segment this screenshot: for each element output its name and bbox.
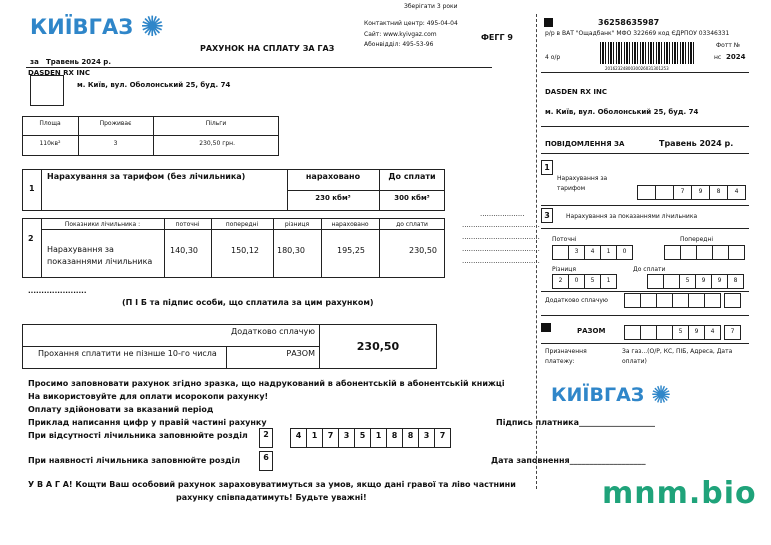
form-code: ФЕГГ 9 <box>481 33 513 42</box>
warning-2: рахунку співпадатимуть! Будьте уважні! <box>176 493 367 502</box>
stub-form-number: 2024 <box>726 53 746 61</box>
stub-rule <box>541 291 749 292</box>
digit-cell <box>656 293 673 308</box>
warning-1: У В А Г А! Кощти Ваш особовий рахунок зараховуватимуться за умов, якщо дані гравої та ліво частнини <box>28 480 516 489</box>
digit-cell <box>688 293 705 308</box>
payer-signature: Підпись платника___________________ <box>496 418 655 427</box>
notice-label: ПОВІДОМЛЕННЯ ЗА <box>545 140 625 148</box>
sample-digit: 8 <box>386 428 403 448</box>
stub-rule <box>541 153 749 154</box>
digit-cell: 9 <box>695 274 712 289</box>
digit-cell <box>640 293 657 308</box>
header-rule <box>26 67 492 68</box>
stub-rule <box>541 126 749 127</box>
period: Травень 2024 р. <box>46 58 111 66</box>
digit-cell: 9 <box>688 325 705 340</box>
meter-row-number: 2 <box>28 234 34 243</box>
total-label: РАЗОМ <box>286 349 315 358</box>
section-b-box: 6 <box>259 451 273 471</box>
meter-header-due: до сплати <box>396 221 428 228</box>
total-amount: 230,50 <box>356 340 400 353</box>
period-for-label: за <box>30 58 39 66</box>
stub-previous-digits <box>664 245 746 260</box>
stub-extra-label: Додатково сплачую <box>545 297 608 304</box>
meter-dots-2: ................................... <box>462 233 540 241</box>
meter-header-charged: нараховано <box>331 221 369 228</box>
stub-form-prefix: нс <box>714 54 722 61</box>
digit-cell: 5 <box>672 325 689 340</box>
site: Сайт: www.kyivgaz.com <box>364 31 437 38</box>
digit-cell: 2 <box>552 274 569 289</box>
meter-due: 230,50 <box>409 246 437 255</box>
stub-rule <box>541 205 749 206</box>
kyivgaz-logo <box>30 10 164 43</box>
stub-total-digits <box>624 325 744 340</box>
keep-note: Зберігати 3 роки <box>404 3 458 10</box>
digit-cell: 7 <box>673 185 692 200</box>
digit-cell: 4 <box>584 245 601 260</box>
stub-section-3-label: Нарахування за показаннями лічильника <box>566 213 698 220</box>
digit-cell: 9 <box>711 274 728 289</box>
stub-logo <box>551 381 671 409</box>
summary-divider <box>22 135 279 136</box>
brand-name: КИЇВГАЗ <box>30 15 134 39</box>
notice-period: Травень 2024 р. <box>659 139 734 148</box>
digit-cell <box>664 245 681 260</box>
stub-section-1-label: Нарахування за тарифом <box>557 175 608 192</box>
stub-rule <box>541 315 749 316</box>
tariff-charged: 230 кбм³ <box>315 194 351 202</box>
sample-digit: 3 <box>338 428 355 448</box>
meter-header-label: Показники лічильника : <box>64 221 141 228</box>
meter-current: 140,30 <box>170 246 198 255</box>
digit-cell <box>647 274 664 289</box>
summary-benefits: 230,50 грн. <box>199 140 235 147</box>
stub-rule <box>541 228 749 229</box>
summary-header-area: Площа <box>39 120 61 127</box>
summary-residents: 3 <box>113 140 118 147</box>
stub-extra-digits <box>624 293 744 308</box>
digit-cell: 0 <box>568 274 585 289</box>
sample-digit: 7 <box>434 428 451 448</box>
stub-account: 36258635987 <box>598 18 660 27</box>
sample-digit: 4 <box>290 428 307 448</box>
customer-name: DASDEN RX INC <box>28 69 90 77</box>
digit-cell <box>680 245 697 260</box>
instruction-6: При наявності лічильника заповнюйте розділ <box>28 456 241 465</box>
stub-section-3: 3 <box>541 208 553 223</box>
snowflake-icon: ✺ <box>140 10 164 43</box>
stub-due-digits <box>647 274 749 289</box>
digit-cell <box>624 325 641 340</box>
tariff-dots: .................... <box>480 210 525 218</box>
barcode-digits: 2016232480030026031301253 <box>605 66 669 71</box>
tariff-due-header: До сплати <box>388 172 436 181</box>
summary-header-benefits: Пільги <box>205 120 227 127</box>
stub-due-label: До сплати <box>633 266 666 273</box>
stub-purpose: За газ...(О/Р, КС, ПІБ, Адреса, Дата оплати) <box>622 348 733 365</box>
digit-cell <box>724 293 741 308</box>
sample-digit: 8 <box>402 428 419 448</box>
photo-box <box>30 75 64 106</box>
tariff-label: Нарахування за тарифом (без лічильника) <box>47 172 246 181</box>
instruction-3: Оплату здійоновати за вказаний період <box>28 405 214 414</box>
digit-cell: 5 <box>584 274 601 289</box>
digit-cell: 4 <box>704 325 721 340</box>
extra-paid-label: Додатково сплачую <box>231 327 315 336</box>
contact-center: Контактний центр: 495-04-04 <box>364 20 458 27</box>
customer-address: м. Київ, вул. Оболонський 25, буд. 74 <box>77 81 231 89</box>
sample-digit: 1 <box>306 428 323 448</box>
sample-digit: 3 <box>418 428 435 448</box>
stub-current-digits <box>552 245 630 260</box>
stub-tariff-digits <box>637 185 745 200</box>
fill-date: Дата заповнення___________________ <box>491 456 646 465</box>
digit-cell <box>704 293 721 308</box>
summary-area: 110кв² <box>39 140 61 147</box>
instruction-4: Приклад написання цифр у правій частині рахунку <box>28 418 267 427</box>
section-a-box: 2 <box>259 428 273 448</box>
digit-cell <box>672 293 689 308</box>
page-title: РАХУНОК НА СПЛАТУ ЗА ГАЗ <box>200 44 335 53</box>
meter-charged: 195,25 <box>337 246 365 255</box>
digit-cell: 8 <box>709 185 728 200</box>
meter-dots-1: ................................... <box>462 221 540 229</box>
tariff-row-divider <box>287 190 445 191</box>
digit-cell: 1 <box>600 274 617 289</box>
digit-cell <box>655 185 674 200</box>
digit-cell: 0 <box>616 245 633 260</box>
meter-header-diff: різниця <box>284 221 310 228</box>
instruction-5: При відсутності лічильника заповнюйте розділ <box>28 431 248 440</box>
payment-row-divider <box>22 346 319 347</box>
meter-header-previous: попередні <box>225 221 259 228</box>
snowflake-icon: ✺ <box>650 381 672 409</box>
digit-cell: 3 <box>568 245 585 260</box>
signature-dots: ...................... <box>28 287 87 295</box>
digit-cell <box>696 245 713 260</box>
meter-header-current: поточні <box>175 221 200 228</box>
stub-total-label: РАЗОМ <box>577 327 606 335</box>
meter-dots-3: ................................... <box>462 245 540 253</box>
tariff-due: 300 кбм³ <box>394 194 430 202</box>
digit-cell <box>640 325 657 340</box>
subscriber-dept: Абонвідділ: 495-53-96 <box>364 41 434 48</box>
barcode <box>600 42 695 64</box>
sample-digits <box>290 428 454 448</box>
stub-marker <box>544 18 553 27</box>
digit-cell <box>728 245 745 260</box>
stub-rule <box>541 72 749 73</box>
digit-cell <box>656 325 673 340</box>
meter-diff: 180,30 <box>277 246 305 255</box>
digit-cell: 1 <box>600 245 617 260</box>
meter-previous: 150,12 <box>231 246 259 255</box>
stub-previous-label: Попередні <box>680 236 714 243</box>
tariff-charged-header: нараховано <box>305 172 361 181</box>
instruction-1: Просимо заповновати рахунок згідно зразка, що надрукований в абонентській в абонентській книжці <box>28 379 505 388</box>
stub-bank-line: р/р в ВАТ "Ощадбанк" МФО 322669 код ЄДРПОУ 03346331 <box>545 30 730 37</box>
stub-form-label: Фотт № <box>716 42 740 49</box>
digit-cell <box>663 274 680 289</box>
digit-cell: 7 <box>724 325 741 340</box>
digit-cell: 9 <box>691 185 710 200</box>
stub-diff-label: Різниця <box>552 266 576 273</box>
meter-label: Нарахування за показаннями лічильника <box>47 245 153 266</box>
sample-digit: 5 <box>354 428 371 448</box>
stub-address: м. Київ, вул. Оболонський 25, буд. 74 <box>545 108 699 116</box>
tariff-row-number: 1 <box>29 184 35 193</box>
instruction-2: На використовуйте для оплати исорокопи рахунку! <box>28 392 269 401</box>
sample-digit: 1 <box>370 428 387 448</box>
stub-section-1: 1 <box>541 160 553 175</box>
sample-digit: 7 <box>322 428 339 448</box>
meter-row-divider <box>41 229 445 230</box>
digit-cell <box>624 293 641 308</box>
digit-cell: 4 <box>727 185 746 200</box>
digit-cell: 8 <box>727 274 744 289</box>
stub-customer: DASDEN RX INC <box>545 88 607 96</box>
watermark: mnm.bio <box>602 476 757 511</box>
signature-label: (П І Б та підпис особи, що сплатила за цим рахунком) <box>122 298 374 307</box>
summary-header-residents: Проживає <box>99 120 132 127</box>
stub-brand-name: КИЇВГАЗ <box>551 384 645 406</box>
deadline-label: Прохання сплатити не пізнше 10-го числа <box>38 349 217 358</box>
stub-purpose-label: Призначення платежу: <box>545 348 587 365</box>
digit-cell: 5 <box>679 274 696 289</box>
stub-cut-line <box>536 14 537 489</box>
stub-diff-digits <box>552 274 620 289</box>
stub-current-label: Поточні <box>552 236 577 243</box>
stub-rule <box>541 343 749 344</box>
digit-cell <box>637 185 656 200</box>
meter-dots-4: ................................... <box>462 257 540 265</box>
digit-cell <box>552 245 569 260</box>
digit-cell <box>712 245 729 260</box>
stub-total-marker <box>541 323 551 332</box>
tariff-divider <box>41 169 42 211</box>
stub-page: 4 о/р <box>545 54 561 61</box>
